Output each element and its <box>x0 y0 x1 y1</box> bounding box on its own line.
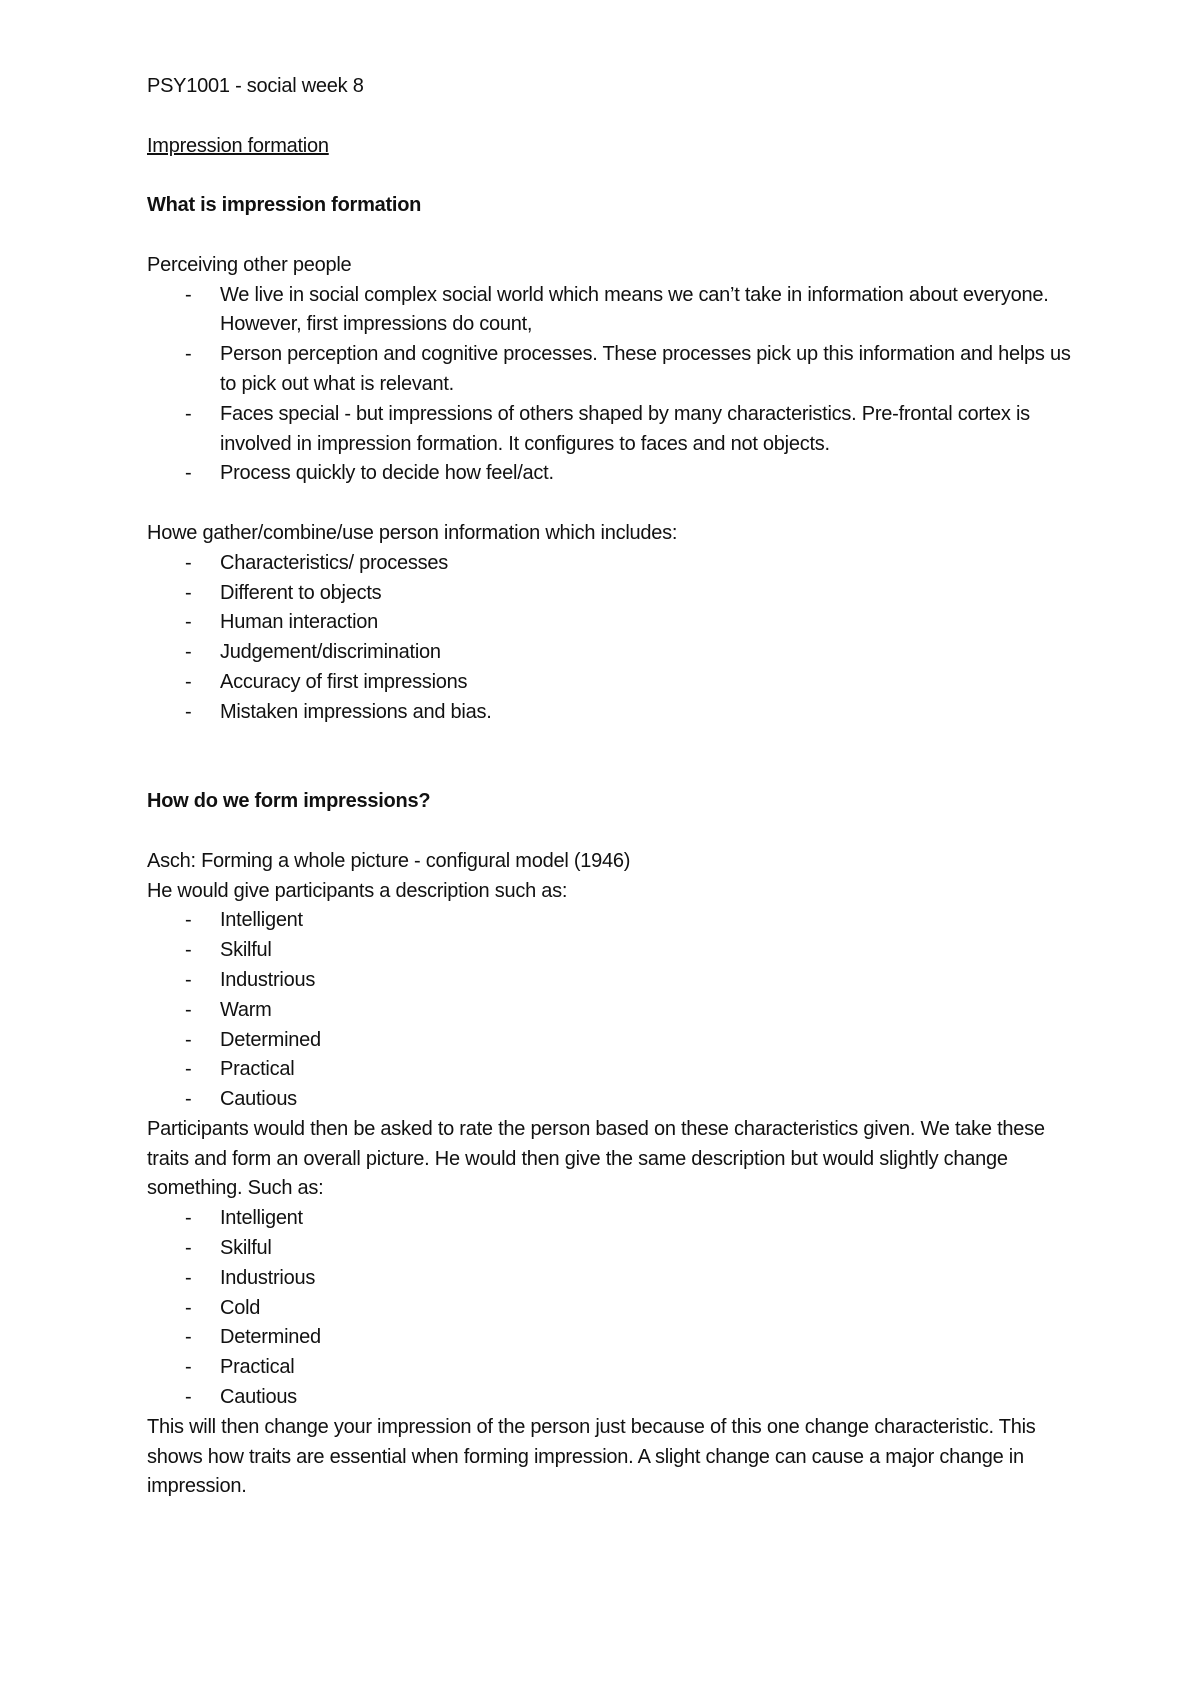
list-item: - Cautious <box>147 1085 1087 1115</box>
section-heading: How do we form impressions? <box>147 790 431 813</box>
dash-bullet: - <box>185 1266 192 1289</box>
list-item: - Characteristics/ processes <box>147 549 1087 579</box>
list-item: - Warm <box>147 996 1087 1026</box>
warm-trait-list <box>147 906 1087 1115</box>
dash-bullet: - <box>185 1088 192 1111</box>
list-item: - Determined <box>147 1323 1087 1353</box>
conclusion-paragraph: This will then change your impression of the person just because of this one change characteristic. This shows how traits are essential when forming impression. A slight change can cause a major change in impression. <box>147 1415 1036 1498</box>
list-item: - Human interaction <box>147 608 1087 638</box>
dash-bullet: - <box>185 1386 192 1409</box>
dash-bullet: - <box>185 551 192 574</box>
dash-bullet: - <box>185 611 192 634</box>
dash-bullet: - <box>185 1296 192 1319</box>
dash-bullet: - <box>185 283 192 306</box>
document-page <box>147 72 1087 1502</box>
dash-bullet: - <box>185 1356 192 1379</box>
dash-bullet: - <box>185 1028 192 1051</box>
list-item: - Intelligent <box>147 1204 1087 1234</box>
dash-bullet: - <box>185 939 192 962</box>
cold-trait-list <box>147 1204 1087 1413</box>
dash-bullet: - <box>185 402 192 425</box>
dash-bullet: - <box>185 700 192 723</box>
list-item: - Practical <box>147 1055 1087 1085</box>
perceiving-list <box>147 281 1087 490</box>
list-item: - Different to objects <box>147 579 1087 609</box>
list-item: - Judgement/discrimination <box>147 638 1087 668</box>
document-header: PSY1001 - social week 8 <box>147 75 364 97</box>
dash-bullet: - <box>185 968 192 991</box>
list-item: - Cautious <box>147 1383 1087 1413</box>
dash-bullet: - <box>185 1237 192 1260</box>
list-item: - Skilful <box>147 936 1087 966</box>
dash-bullet: - <box>185 1207 192 1230</box>
list-item: - Cold <box>147 1294 1087 1324</box>
page-title: Impression formation <box>147 134 329 157</box>
perceiving-intro: Perceiving other people <box>147 253 352 276</box>
gather-list <box>147 549 1087 728</box>
dash-bullet: - <box>185 343 192 366</box>
list-item: - Faces special - but impressions of others shaped by many characteristics. Pre-frontal cortex is involved in impression formation. It configures to faces and not objects. <box>147 400 1087 460</box>
list-item: - Skilful <box>147 1234 1087 1264</box>
dash-bullet: - <box>185 670 192 693</box>
list-item: - Determined <box>147 1026 1087 1056</box>
section-heading: What is impression formation <box>147 194 422 217</box>
list-item: - Person perception and cognitive processes. These processes pick up this information and helps us to pick out what is relevant. <box>147 340 1087 400</box>
list-item: - Industrious <box>147 1264 1087 1294</box>
dash-bullet: - <box>185 998 192 1021</box>
gather-intro: Howe gather/combine/use person information which includes: <box>147 521 678 544</box>
list-item: - Mistaken impressions and bias. <box>147 698 1087 728</box>
dash-bullet: - <box>185 641 192 664</box>
list-item: - We live in social complex social world which means we can’t take in information about everyone. However, first impressions do count, <box>147 281 1087 341</box>
dash-bullet: - <box>185 462 192 485</box>
middle-paragraph: Participants would then be asked to rate the person based on these characteristics given. We take these traits and form an overall picture. He would then give the same description but would slightly change something. Such as: <box>147 1117 1045 1200</box>
asch-intro: He would give participants a description such as: <box>147 879 568 902</box>
list-item: - Accuracy of first impressions <box>147 668 1087 698</box>
list-item: - Industrious <box>147 966 1087 996</box>
list-item: - Practical <box>147 1353 1087 1383</box>
list-item: - Process quickly to decide how feel/act. <box>147 459 1087 489</box>
dash-bullet: - <box>185 1326 192 1349</box>
dash-bullet: - <box>185 581 192 604</box>
list-item: - Intelligent <box>147 906 1087 936</box>
asch-title: Asch: Forming a whole picture - configural model (1946) <box>147 849 631 872</box>
dash-bullet: - <box>185 1058 192 1081</box>
dash-bullet: - <box>185 909 192 932</box>
